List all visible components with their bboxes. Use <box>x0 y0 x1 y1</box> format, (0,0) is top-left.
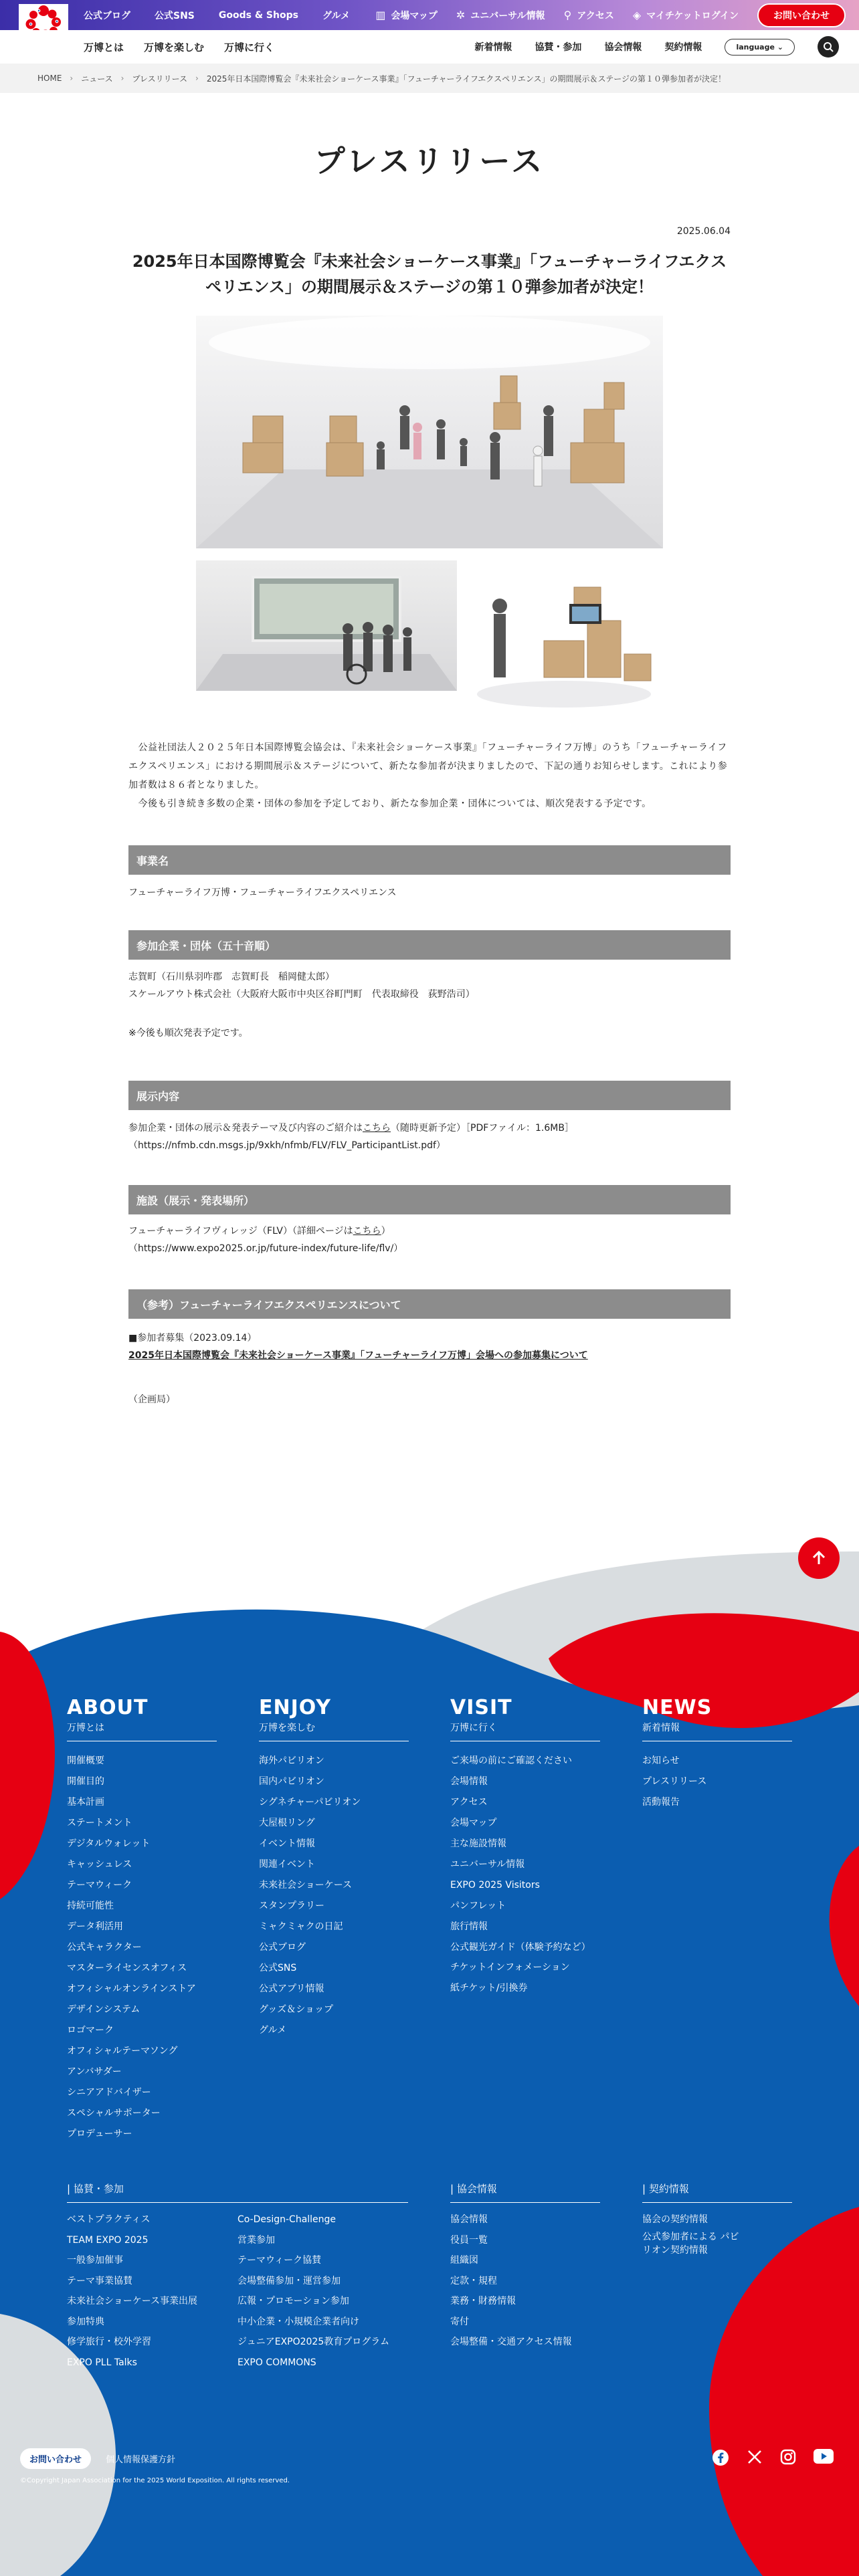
footer-link[interactable]: オフィシャルテーマソング <box>67 2046 178 2056</box>
footer-link[interactable]: テーマウィーク <box>67 1880 132 1891</box>
footer-link[interactable]: パンフレット <box>450 1901 506 1911</box>
top-utility-bar <box>0 0 859 30</box>
footer-link[interactable]: グッズ＆ショップ <box>259 2004 334 2015</box>
intro-paragraph <box>128 794 731 813</box>
copyright: ©Copyright Japan Association for the 2025 World Exposition. All rights reserved. <box>20 2477 290 2484</box>
footer-subheading[interactable]: 新着情報 <box>642 1721 792 1741</box>
nav-contract[interactable]: 契約情報 <box>664 42 702 53</box>
reference-label: ■参加者募集（2023.09.14） <box>128 1333 257 1344</box>
facility-detail-link[interactable]: こちら <box>353 1226 381 1237</box>
footer-link[interactable]: テーマ事業協賛 <box>67 2275 132 2286</box>
instagram-icon[interactable] <box>780 2449 796 2465</box>
nav-enjoy[interactable]: 万博を楽しむ <box>144 41 205 53</box>
footer-link[interactable]: Co-Design-Challenge <box>237 2214 337 2225</box>
footer-link[interactable]: シニアアドバイザー <box>67 2087 151 2098</box>
top-link-venue-map[interactable] <box>375 9 438 22</box>
facebook-icon[interactable] <box>712 2449 729 2466</box>
exhibit-line <box>128 1119 731 1137</box>
top-links <box>84 0 350 30</box>
footer-link[interactable]: 会場マップ <box>450 1818 497 1828</box>
footer-link[interactable]: デザインシステム <box>67 2004 140 2015</box>
footer-link[interactable]: EXPO 2025 Visitors <box>450 1880 540 1891</box>
footer-link[interactable]: 業務・財務情報 <box>450 2296 516 2306</box>
footer-link[interactable]: 協会情報 <box>450 2214 488 2225</box>
participant-line: スケールアウト株式会社（大阪府大阪市中央区谷町門町 代表取締役 荻野浩司） <box>128 989 475 1000</box>
section-body <box>128 884 731 901</box>
youtube-icon[interactable] <box>814 2449 834 2464</box>
footer-link[interactable]: 紙チケット/引換券 <box>450 1983 528 1994</box>
pin-icon: ⚲ <box>563 8 572 21</box>
top-link-blog[interactable]: 公式ブログ <box>84 10 130 21</box>
footer-link[interactable]: デジタルウォレット <box>67 1838 151 1849</box>
chevron-right-icon: › <box>120 74 124 83</box>
back-to-top-button[interactable] <box>798 1537 840 1579</box>
footer-link[interactable]: EXPO PLL Talks <box>67 2357 137 2368</box>
footer-link[interactable]: 主な施設情報 <box>450 1838 506 1849</box>
footer-col-news <box>642 1696 792 1813</box>
chevron-down-icon: ⌄ <box>777 42 783 51</box>
footer-link[interactable]: アクセス <box>450 1797 488 1808</box>
section-text: フューチャーライフ万博・フューチャーライフエクスペリエンス <box>128 887 397 898</box>
footer-link[interactable]: 国内パビリオン <box>259 1776 324 1787</box>
section-heading: 施設（展示・発表場所） <box>128 1185 731 1214</box>
exhibit-url: （https://nfmb.cdn.msgs.jp/9xkh/nfmb/FLV/FLV_ParticipantList.pdf） <box>128 1140 446 1151</box>
footer-section-title: 協会情報 <box>456 2183 497 2195</box>
footer-link[interactable]: 未来社会ショーケース事業出展 <box>67 2296 198 2306</box>
breadcrumb-home[interactable]: HOME <box>37 74 62 83</box>
exhibit-pre: 参加企業・団体の展示＆発表テーマ及び内容のご紹介は <box>128 1123 363 1134</box>
facility-post: ） <box>381 1226 391 1237</box>
footer-link[interactable]: 大屋根リング <box>259 1818 315 1828</box>
reference-link[interactable]: 2025年日本国際博覧会『未来社会ショーケース事業』「フューチャーライフ万博」会場への参加募集について <box>128 1350 588 1361</box>
footer-link[interactable]: 参加特典 <box>67 2316 104 2327</box>
nav-news[interactable]: 新着情報 <box>474 42 512 53</box>
footer-section-heading[interactable]: | 協賛・参加 <box>67 2181 408 2203</box>
privacy-link[interactable]: 個人情報保護方針 <box>106 2455 176 2465</box>
footer-link[interactable]: ロゴマーク <box>67 2025 114 2036</box>
section-heading: 事業名 <box>128 845 731 875</box>
language-select[interactable] <box>725 39 795 56</box>
nav-association[interactable]: 協会情報 <box>604 42 642 53</box>
footer-col-enjoy <box>259 1696 409 2041</box>
footer-col-visit <box>450 1696 600 1999</box>
footer-association <box>450 2181 600 2353</box>
footer-heading: ABOUT <box>67 1696 149 1719</box>
footer-subheading[interactable]: 万博とは <box>67 1721 217 1741</box>
page-title: プレスリリース <box>314 143 545 179</box>
top-link-ticket-login[interactable] <box>633 9 739 22</box>
footer-link[interactable]: ご来場の前にご確認ください <box>450 1755 572 1766</box>
intro-paragraph <box>128 738 731 794</box>
nav-about[interactable]: 万博とは <box>84 41 124 53</box>
breadcrumb-news[interactable]: ニュース <box>81 74 113 84</box>
footer-link[interactable]: オフィシャルオンラインストア <box>67 1983 196 1994</box>
label: アクセス <box>577 10 614 21</box>
footer-link[interactable]: 役員一覧 <box>450 2234 488 2246</box>
nav-sponsor[interactable]: 協賛・参加 <box>535 42 582 53</box>
universal-icon: ✲ <box>456 8 466 21</box>
footer-link[interactable]: スタンプラリー <box>259 1901 324 1911</box>
contact-button[interactable]: お問い合わせ <box>757 3 846 27</box>
footer-link[interactable]: 会場整備・交通アクセス情報 <box>450 2337 572 2347</box>
top-link-access[interactable] <box>564 9 614 22</box>
section-body <box>128 968 731 1042</box>
footer-link[interactable]: 活動報告 <box>642 1797 680 1808</box>
footer-sponsor <box>67 2181 408 2373</box>
footer-link[interactable]: 組織図 <box>450 2255 478 2266</box>
footer-link[interactable]: スペシャルサポーター <box>67 2108 161 2119</box>
footer-link[interactable]: 旅行情報 <box>450 1921 488 1932</box>
language-label: language <box>736 42 775 51</box>
breadcrumb-current: 2025年日本国際博覧会『未来社会ショーケース事業』「フューチャーライフエクスペリエンス」の期間展示＆ステージの第１０弾参加者が決定！ <box>206 74 727 84</box>
top-link-gourmet[interactable]: グルメ <box>322 10 351 21</box>
footer-link[interactable]: プレスリリース <box>642 1776 707 1787</box>
search-icon <box>823 41 834 52</box>
footer-link[interactable]: 公式アプリ情報 <box>259 1983 324 1994</box>
footer-link[interactable]: 関連イベント <box>259 1859 315 1870</box>
intro-text: 今後も引き続き多数の企業・団体の参加を予定しており、新たな参加企業・団体については、順次発表する予定です。 <box>138 798 652 809</box>
article-intro <box>128 738 731 813</box>
label: マイチケットログイン <box>646 10 739 21</box>
section-heading: 展示内容 <box>128 1081 731 1110</box>
footer-link[interactable]: 公式SNS <box>259 1963 297 1973</box>
footer-link[interactable]: 開催目的 <box>67 1776 104 1787</box>
footer-link[interactable]: ミャクミャクの日記 <box>259 1921 343 1932</box>
facility-pre: フューチャーライフヴィレッジ（FLV）（詳細ページは <box>128 1226 353 1237</box>
footer-heading: VISIT <box>450 1696 512 1719</box>
top-link-goods[interactable]: Goods & Shops <box>218 9 298 21</box>
social-links <box>712 2449 834 2466</box>
chevron-right-icon: › <box>70 74 74 83</box>
footer-link[interactable]: 広報・プロモーション参加 <box>237 2296 349 2306</box>
footer-section-heading[interactable]: | 協会情報 <box>450 2181 600 2203</box>
main-nav-left <box>84 30 274 64</box>
exhibition-photo-booth <box>464 560 663 708</box>
footer-link[interactable]: 協会の契約情報 <box>642 2214 708 2225</box>
breadcrumb-press[interactable]: プレスリリース <box>132 74 187 84</box>
footer-contact-button[interactable]: お問い合わせ <box>20 2448 91 2469</box>
note-text: ※今後も順次発表予定です。 <box>128 1028 248 1039</box>
footer-link[interactable]: ジュニアEXPO2025教育プログラム <box>237 2337 390 2347</box>
footer-subheading[interactable]: 万博を楽しむ <box>259 1721 409 1741</box>
footer-link[interactable]: 持続可能性 <box>67 1901 114 1911</box>
footer-link[interactable]: テーマウィーク協賛 <box>237 2255 322 2266</box>
search-button[interactable] <box>818 36 839 58</box>
footer-link[interactable]: 公式ブログ <box>259 1942 306 1953</box>
footer-link[interactable]: 中小企業・小規模企業者向け <box>237 2316 359 2327</box>
facility-line <box>128 1222 731 1240</box>
footer-link[interactable]: 会場整備参加・運営参加 <box>237 2275 341 2286</box>
footer-link[interactable]: 基本計画 <box>67 1797 104 1808</box>
footer-link[interactable]: シグネチャーパビリオン <box>259 1797 361 1808</box>
top-right-links <box>375 0 846 30</box>
breadcrumb <box>0 64 859 93</box>
footer-link[interactable]: マスターライセンスオフィス <box>67 1963 187 1973</box>
participant-line: 志賀町（石川県羽咋郡 志賀町長 稲岡健太郎） <box>128 972 335 982</box>
footer-link[interactable]: TEAM EXPO 2025 <box>67 2234 149 2246</box>
top-link-universal[interactable] <box>456 9 545 22</box>
footer-link[interactable]: 一般参加催事 <box>67 2255 123 2266</box>
section-heading: 参加企業・団体（五十音順） <box>128 930 731 960</box>
exhibit-post: （随時更新予定）［PDFファイル：1.6MB］ <box>391 1123 574 1134</box>
signoff: （企画局） <box>128 1394 175 1405</box>
footer-link[interactable]: 定款・規程 <box>450 2275 497 2286</box>
main-nav <box>0 30 859 64</box>
footer-link[interactable]: プロデューサー <box>67 2129 132 2139</box>
exhibition-photo-stage <box>196 560 457 691</box>
facility-url: （https://www.expo2025.or.jp/future-index/future-life/flv/） <box>128 1243 403 1254</box>
footer-link[interactable]: ステートメント <box>67 1818 132 1828</box>
section-body <box>128 1222 731 1257</box>
nav-visit[interactable]: 万博に行く <box>224 41 275 53</box>
footer-link[interactable]: 会場情報 <box>450 1776 488 1787</box>
footer-link[interactable]: 開催概要 <box>67 1755 104 1766</box>
footer-section-title: 契約情報 <box>648 2183 689 2195</box>
map-icon: ▥ <box>375 8 386 21</box>
section-body <box>128 1329 731 1408</box>
footer-link[interactable]: 未来社会ショーケース <box>259 1880 353 1891</box>
footer-link[interactable]: アンバサダー <box>67 2066 122 2077</box>
chevron-right-icon: › <box>195 74 199 83</box>
footer-heading: NEWS <box>642 1696 712 1719</box>
x-icon[interactable] <box>747 2449 763 2465</box>
ticket-icon: ◈ <box>632 8 642 21</box>
footer-link[interactable]: お知らせ <box>642 1755 680 1766</box>
footer-subheading[interactable]: 万博に行く <box>450 1721 600 1741</box>
footer-section-heading[interactable]: | 契約情報 <box>642 2181 792 2203</box>
footer-link[interactable]: チケットインフォメーション <box>450 1962 570 1973</box>
footer-link[interactable]: EXPO COMMONS <box>237 2357 316 2368</box>
footer-link[interactable]: キャッシュレス <box>67 1859 132 1870</box>
label: 会場マップ <box>391 10 438 21</box>
section-body <box>128 1119 731 1154</box>
section-heading: （参考）フューチャーライフエクスペリエンスについて <box>128 1289 731 1319</box>
footer-link[interactable]: 公式キャラクター <box>67 1942 142 1953</box>
article-date: 2025.06.04 <box>676 226 731 237</box>
footer-link[interactable]: 公式観光ガイド（体験予約など） <box>450 1942 591 1953</box>
footer-link[interactable]: イベント情報 <box>259 1838 315 1849</box>
footer-link[interactable]: 公式参加者による パビリオン契約情報 <box>642 2231 739 2256</box>
footer-col-about <box>67 1696 217 2145</box>
footer-link[interactable]: グルメ <box>259 2025 287 2036</box>
intro-text: 公益社団法人２０２５年日本国際博覧会協会は、『未来社会ショーケース事業』「フューチャーライフ万博」のうち「フューチャーライフエクスペリエンス」における期間展示＆ステージについて、新たな参加者が決まりましたので、下記の通りお知らせします。これにより参加者数は８６者となりました。 <box>128 742 728 790</box>
main-nav-right <box>474 30 839 64</box>
footer-link[interactable]: 営業参加 <box>237 2234 275 2246</box>
footer-link[interactable]: 海外パビリオン <box>259 1755 324 1766</box>
article-headline: 2025年日本国際博覧会『未来社会ショーケース事業』「フューチャーライフエクスペリエンス」の期間展示＆ステージの第１０弾参加者が決定！ <box>132 252 727 296</box>
arrow-up-icon <box>810 1549 828 1567</box>
footer-link[interactable]: 寄付 <box>450 2316 469 2327</box>
footer-heading: ENJOY <box>259 1696 331 1719</box>
label: ユニバーサル情報 <box>470 10 545 21</box>
footer-link[interactable]: ベストプラクティス <box>67 2214 151 2225</box>
exhibition-photo-main <box>196 316 663 548</box>
footer-link[interactable]: ユニバーサル情報 <box>450 1859 525 1870</box>
footer-link[interactable]: データ利活用 <box>67 1921 123 1932</box>
footer-bottom-links <box>20 2448 175 2469</box>
top-link-sns[interactable]: 公式SNS <box>155 10 195 21</box>
footer-section-title: 協賛・参加 <box>73 2183 124 2195</box>
footer-link[interactable]: 修学旅行・校外学習 <box>67 2337 151 2347</box>
exhibit-pdf-link[interactable]: こちら <box>363 1123 391 1134</box>
footer-contract <box>642 2181 792 2257</box>
